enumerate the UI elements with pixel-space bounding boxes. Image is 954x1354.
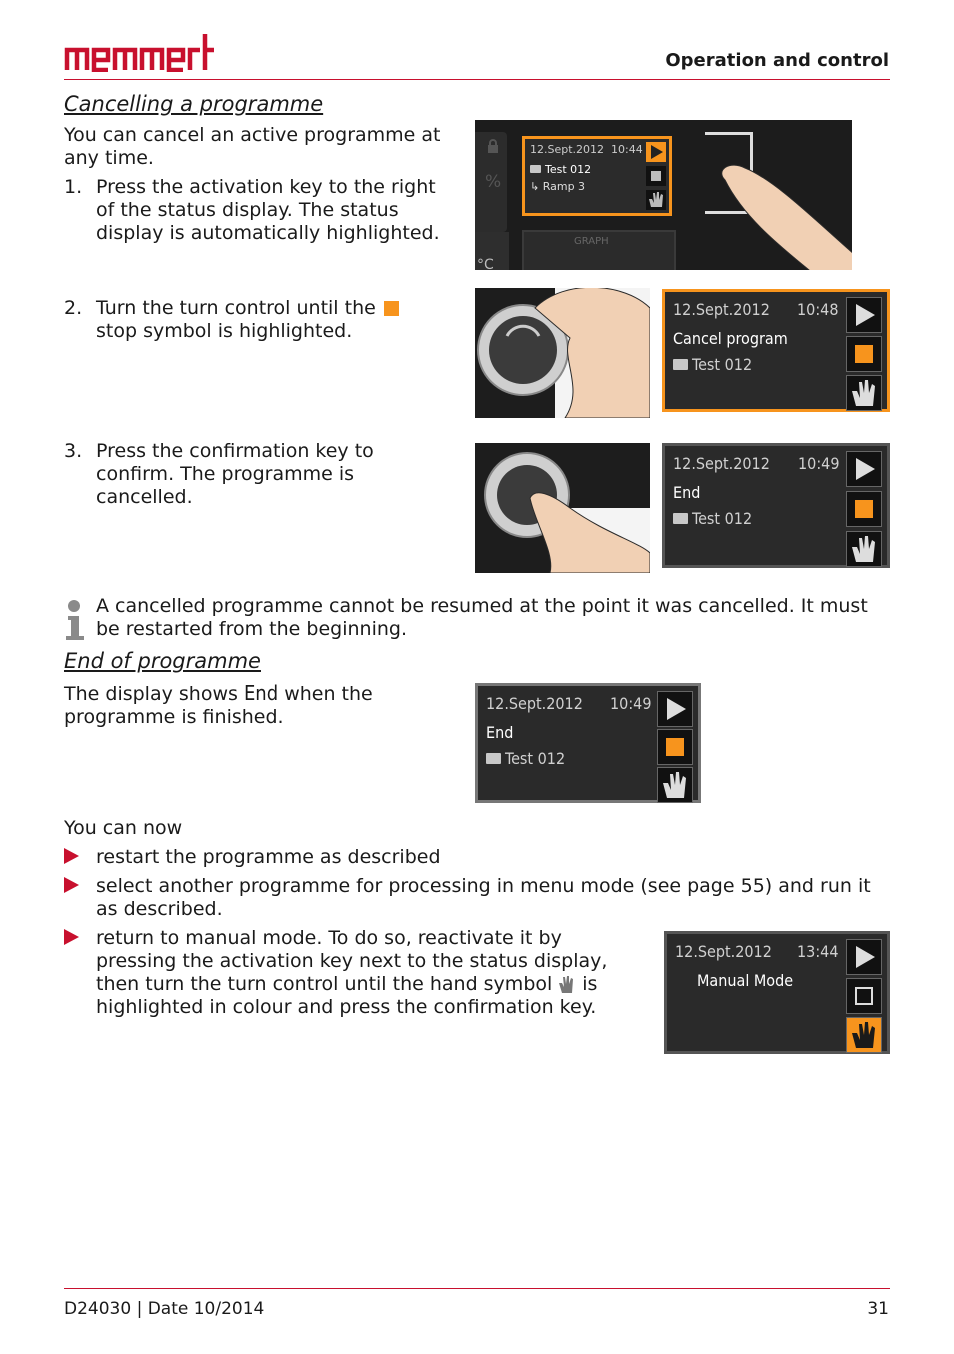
display-ramp: ↳ Ramp 3 xyxy=(530,180,586,193)
display-status: End xyxy=(486,723,514,742)
page-number: 31 xyxy=(867,1299,889,1319)
cancel-heading: Cancelling a programme xyxy=(64,92,324,116)
status-display-manual[interactable] xyxy=(664,931,890,1054)
display-date: 12.Sept.2012 xyxy=(673,300,770,319)
options-lead: You can now xyxy=(64,817,183,839)
display-time: 13:44 xyxy=(797,942,839,961)
hand-icon xyxy=(556,974,578,994)
end-text: The display shows End when the programme is finished. xyxy=(64,681,373,728)
display-date: 12.Sept.2012 xyxy=(675,942,772,961)
step-3-number: 3. xyxy=(64,440,83,462)
display-date: 12.Sept.2012 xyxy=(486,694,583,713)
bullet-arrow-icon xyxy=(64,877,79,893)
option-select-another: select another programme for processing in menu mode (see page 55) and run it as described. xyxy=(96,875,871,920)
folder-icon xyxy=(673,359,688,370)
play-icon xyxy=(846,451,882,487)
folder-icon xyxy=(673,513,688,524)
step-2-text: Turn the turn control until the stop symbol is highlighted. xyxy=(96,297,446,343)
turn-control-illustration xyxy=(475,288,650,418)
hand-icon xyxy=(846,1017,882,1053)
step-1-illustration xyxy=(475,120,852,270)
display-time: 10:49 xyxy=(610,694,652,713)
step-1-text: Press the activation key to the right of the status display. The status display is automatically highlighted. xyxy=(96,176,440,244)
footer-rule xyxy=(64,1288,890,1289)
display-program: Test 012 xyxy=(673,355,752,374)
play-icon xyxy=(657,691,693,727)
folder-icon xyxy=(530,165,541,173)
info-icon xyxy=(64,599,88,641)
hand-icon xyxy=(846,531,882,567)
info-note: A cancelled programme cannot be resumed at the point it was cancelled. It must be restarted from the beginning. xyxy=(96,595,868,640)
section-title: Operation and control xyxy=(665,50,889,71)
bullet-arrow-icon xyxy=(64,929,79,945)
stop-icon xyxy=(846,336,882,372)
bullet-arrow-icon xyxy=(64,848,79,864)
play-icon xyxy=(846,939,882,975)
hand-icon xyxy=(646,190,666,210)
confirm-key-illustration xyxy=(475,443,650,573)
display-status: End xyxy=(673,483,701,502)
status-display-highlighted[interactable] xyxy=(522,136,672,216)
lock-icon xyxy=(487,138,499,152)
humidity-percent: % xyxy=(485,172,502,192)
folder-icon xyxy=(486,753,501,764)
display-program: Test 012 xyxy=(530,163,591,176)
stop-icon xyxy=(846,491,882,527)
option-manual-mode: return to manual mode. To do so, reactivate it by pressing the activation key next to the status display, then turn the turn control until the hand symbol is highlighted in colour and press the confirmation key. xyxy=(96,927,608,1018)
graph-panel xyxy=(522,230,676,270)
finger-press-illustration xyxy=(705,160,852,270)
display-program: Test 012 xyxy=(486,749,565,768)
hand-icon xyxy=(657,767,693,803)
display-program: Test 012 xyxy=(673,509,752,528)
step-2-number: 2. xyxy=(64,297,83,319)
display-status: Cancel program xyxy=(673,329,788,348)
step-3-text: Press the confirmation key to confirm. The programme is cancelled. xyxy=(96,440,374,508)
option-restart: restart the programme as described xyxy=(96,846,441,868)
display-status: Manual Mode xyxy=(697,971,794,990)
stop-icon xyxy=(657,729,693,765)
display-date: 12.Sept.2012 xyxy=(530,143,605,156)
status-display-end[interactable] xyxy=(662,443,890,568)
footer-doc-info: D24030 | Date 10/2014 xyxy=(64,1299,265,1319)
stop-symbol-inline-icon xyxy=(384,301,399,316)
header-rule xyxy=(64,79,890,80)
cancel-intro: You can cancel an active programme at any time. xyxy=(64,124,441,169)
memmert-logo xyxy=(64,32,216,72)
graph-label: GRAPH xyxy=(574,236,609,247)
stop-icon xyxy=(646,166,666,186)
display-time: 10:49 xyxy=(798,454,840,473)
stop-icon xyxy=(846,978,882,1014)
play-icon xyxy=(846,297,882,333)
display-time: 10:44 xyxy=(611,143,643,156)
hand-icon xyxy=(846,375,882,411)
end-heading: End of programme xyxy=(64,649,261,673)
display-date: 12.Sept.2012 xyxy=(673,454,770,473)
step-1-number: 1. xyxy=(64,176,83,198)
status-display-end-2[interactable] xyxy=(475,683,701,803)
play-icon xyxy=(646,142,666,162)
status-display-cancel[interactable] xyxy=(662,289,890,412)
display-time: 10:48 xyxy=(797,300,839,319)
temp-unit: °C xyxy=(477,257,494,270)
